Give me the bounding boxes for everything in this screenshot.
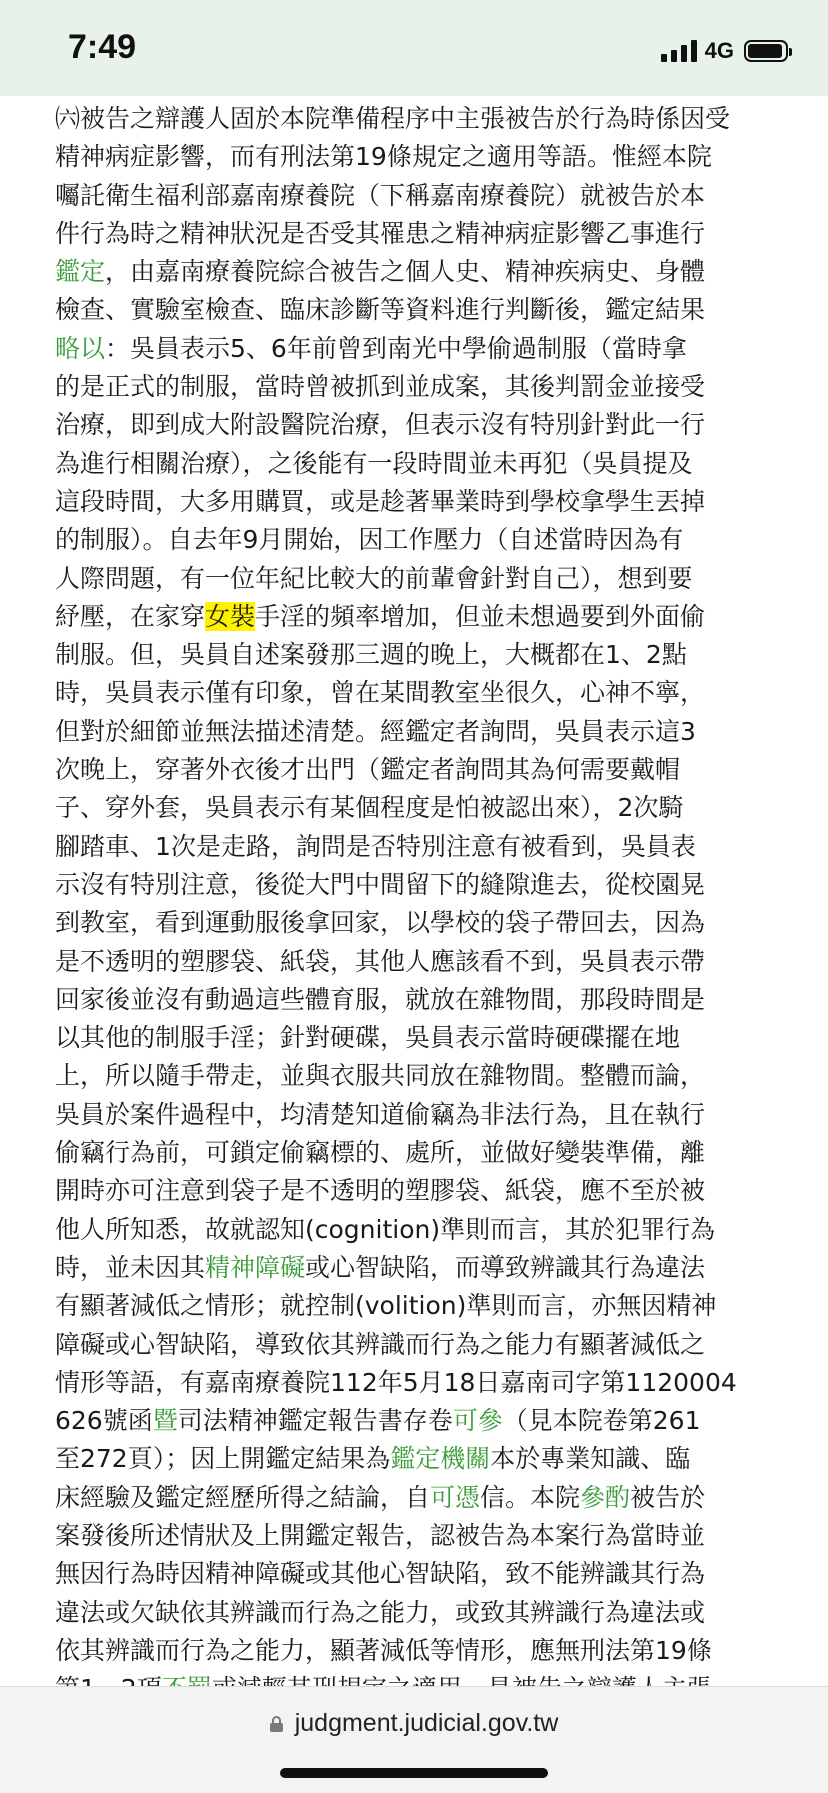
network-type-label: 4G bbox=[704, 38, 734, 63]
status-time: 7:49 bbox=[68, 28, 137, 66]
glossary-link[interactable]: 精神障礙 bbox=[205, 1252, 306, 1282]
text-segment: 違法或欠缺依其辨識而行為之能力，或致其辨識行為違法或 bbox=[55, 1597, 706, 1627]
text-line bbox=[55, 789, 795, 827]
text-segment: 情形等語，有嘉南療養院112年5月18日嘉南司字第1120004 bbox=[55, 1367, 737, 1397]
text-line bbox=[55, 943, 795, 981]
text-segment: 上，所以隨手帶走，並與衣服共同放在雜物間。整體而論， bbox=[55, 1061, 706, 1091]
judgment-text bbox=[55, 100, 795, 1672]
text-segment: 腳踏車、1次是走路，詢問是否特別注意有被看到，吳員表 bbox=[55, 831, 696, 861]
text-line bbox=[55, 215, 795, 253]
text-segment: 是不透明的塑膠袋、紙袋，其他人應該看不到，吳員表示帶 bbox=[55, 946, 706, 976]
text-segment: 開時亦可注意到袋子是不透明的塑膠袋、紙袋，應不至於被 bbox=[55, 1176, 706, 1206]
text-line bbox=[55, 1517, 795, 1555]
text-line bbox=[55, 100, 795, 138]
text-segment: 檢查、實驗室檢查、臨床診斷等資料進行判斷後，鑑定結果 bbox=[55, 295, 706, 325]
text-line bbox=[55, 521, 795, 559]
text-segment: 這段時間，大多用購買，或是趁著畢業時到學校拿學生丟掉 bbox=[55, 486, 706, 516]
text-line bbox=[55, 1594, 795, 1632]
text-segment: 案發後所述情狀及上開鑑定報告，認被告為本案行為當時並 bbox=[55, 1520, 706, 1550]
text-line bbox=[55, 291, 795, 329]
text-segment: ㈥被告之辯護人固於本院準備程序中主張被告於行為時係因受 bbox=[55, 104, 731, 133]
text-line bbox=[55, 177, 795, 215]
text-segment: 吳員於案件過程中，均清楚知道偷竊為非法行為，且在執行 bbox=[55, 1099, 706, 1129]
lock-icon bbox=[270, 1716, 283, 1732]
text-line bbox=[55, 1479, 795, 1517]
text-line bbox=[55, 1172, 795, 1210]
text-segment: 司法精神鑑定報告書存卷 bbox=[177, 1406, 453, 1436]
url-text[interactable]: judgment.judicial.gov.tw bbox=[294, 1709, 559, 1737]
text-line bbox=[55, 1364, 795, 1402]
text-line bbox=[55, 1096, 795, 1134]
glossary-link[interactable]: 可憑 bbox=[430, 1482, 481, 1512]
text-line bbox=[55, 1134, 795, 1172]
text-segment: （見本院卷第261 bbox=[502, 1406, 701, 1436]
text-segment: 為進行相關治療），之後能有一段時間並未再犯（吳員提及 bbox=[55, 448, 693, 478]
text-line bbox=[55, 560, 795, 598]
text-line bbox=[55, 598, 795, 636]
text-segment: 床經驗及鑑定經歷所得之結論，自 bbox=[55, 1482, 431, 1512]
battery-icon bbox=[744, 40, 788, 62]
glossary-link[interactable]: 鑑定機關 bbox=[390, 1444, 491, 1474]
text-line bbox=[55, 1211, 795, 1249]
text-line bbox=[55, 751, 795, 789]
text-segment: 或心智缺陷，而導致辨識其行為違法 bbox=[305, 1252, 706, 1282]
text-line bbox=[55, 1057, 795, 1095]
text-line bbox=[55, 330, 795, 368]
text-line bbox=[55, 445, 795, 483]
text-segment: 至272頁）；因上開鑑定結果為 bbox=[55, 1444, 391, 1474]
text-segment: 時，吳員表示僅有印象，曾在某間教室坐很久，心神不寧， bbox=[55, 678, 706, 708]
text-segment: 制服。但，吳員自述案發那三週的晚上，大概都在1、2點 bbox=[55, 640, 687, 670]
text-segment: 障礙或心智缺陷，導致依其辨識而行為之能力有顯著減低之 bbox=[55, 1329, 706, 1359]
text-segment: 的是正式的制服，當時曾被抓到並成案，其後判罰金並接受 bbox=[55, 372, 706, 402]
text-line bbox=[55, 406, 795, 444]
cellular-signal-icon bbox=[661, 40, 697, 62]
glossary-link[interactable]: 暨 bbox=[152, 1406, 178, 1436]
text-segment: 無因行為時因精神障礙或其他心智缺陷，致不能辨識其行為 bbox=[55, 1559, 706, 1589]
text-line bbox=[55, 981, 795, 1019]
text-segment: 手淫的頻率增加，但並未想過要到外面偷 bbox=[255, 601, 706, 631]
home-indicator[interactable] bbox=[280, 1768, 548, 1778]
text-segment: 但對於細節並無法描述清楚。經鑑定者詢問，吳員表示這3 bbox=[55, 716, 696, 746]
text-segment: 次晚上，穿著外衣後才出門（鑑定者詢問其為何需要戴帽 bbox=[55, 755, 681, 785]
search-highlight[interactable]: 女裝 bbox=[205, 601, 256, 631]
text-segment: 人際問題，有一位年紀比較大的前輩會針對自己），想到要 bbox=[55, 563, 693, 593]
text-segment: 信。本院 bbox=[480, 1482, 581, 1512]
browser-address-bar[interactable] bbox=[0, 1686, 828, 1793]
text-segment: ：吳員表示5、6年前曾到南光中學偷過制服（當時拿 bbox=[105, 333, 687, 363]
text-line bbox=[55, 368, 795, 406]
glossary-link[interactable]: 參酌 bbox=[580, 1482, 631, 1512]
text-line bbox=[55, 1440, 795, 1478]
text-segment: 本於專業知識、臨 bbox=[490, 1444, 691, 1474]
text-segment: 626號函 bbox=[55, 1406, 153, 1436]
glossary-link[interactable]: 可參 bbox=[452, 1406, 503, 1436]
glossary-link[interactable]: 略以 bbox=[55, 333, 106, 363]
url-display[interactable] bbox=[0, 1709, 828, 1738]
text-segment: 他人所知悉，故就認知(cognition)準則而言，其於犯罪行為 bbox=[55, 1214, 716, 1244]
text-line bbox=[55, 483, 795, 521]
text-segment: 子、穿外套，吳員表示有某個程度是怕被認出來），2次騎 bbox=[55, 793, 684, 823]
text-segment: 囑託衛生福利部嘉南療養院（下稱嘉南療養院）就被告於本 bbox=[55, 180, 706, 210]
text-line bbox=[55, 1555, 795, 1593]
text-line bbox=[55, 1402, 795, 1440]
glossary-link[interactable]: 鑑定 bbox=[55, 257, 106, 287]
text-segment: 被告於 bbox=[630, 1482, 706, 1512]
text-segment: 到教室，看到運動服後拿回家，以學校的袋子帶回去，因為 bbox=[55, 908, 706, 938]
text-segment: 偷竊行為前，可鎖定偷竊標的、處所，並做好變裝準備，離 bbox=[55, 1138, 706, 1168]
text-segment: 時，並未因其 bbox=[55, 1252, 206, 1282]
text-line bbox=[55, 1632, 795, 1670]
text-line bbox=[55, 866, 795, 904]
text-line bbox=[55, 1019, 795, 1057]
text-segment: 治療，即到成大附設醫院治療，但表示沒有特別針對此一行 bbox=[55, 410, 706, 440]
text-line bbox=[55, 904, 795, 942]
text-segment: 依其辨識而行為之能力，顯著減低等情形，應無刑法第19條 bbox=[55, 1635, 712, 1665]
status-indicators bbox=[661, 38, 788, 64]
status-bar bbox=[0, 0, 828, 96]
text-segment: 的制服）。自去年9月開始，因工作壓力（自述當時因為有 bbox=[55, 525, 684, 555]
text-line bbox=[55, 828, 795, 866]
text-line bbox=[55, 636, 795, 674]
text-line bbox=[55, 138, 795, 176]
text-segment: 示沒有特別注意，後從大門中間留下的縫隙進去，從校園晃 bbox=[55, 869, 706, 899]
text-line bbox=[55, 1326, 795, 1364]
text-segment: ，由嘉南療養院綜合被告之個人史、精神疾病史、身體 bbox=[105, 257, 706, 287]
text-line bbox=[55, 713, 795, 751]
text-line bbox=[55, 674, 795, 712]
text-line bbox=[55, 1287, 795, 1325]
text-segment: 件行為時之精神狀況是否受其罹患之精神病症影響乙事進行 bbox=[55, 218, 706, 248]
text-line bbox=[55, 1249, 795, 1287]
text-segment: 精神病症影響，而有刑法第19條規定之適用等語。惟經本院 bbox=[55, 142, 712, 172]
text-segment: 回家後並沒有動過這些體育服，就放在雜物間，那段時間是 bbox=[55, 984, 706, 1014]
text-segment: 有顯著減低之情形；就控制(volition)準則而言，亦無因精神 bbox=[55, 1291, 717, 1321]
text-segment: 紓壓，在家穿 bbox=[55, 601, 206, 631]
text-segment: 以其他的制服手淫；針對硬碟，吳員表示當時硬碟擺在地 bbox=[55, 1023, 681, 1053]
text-line bbox=[55, 253, 795, 291]
